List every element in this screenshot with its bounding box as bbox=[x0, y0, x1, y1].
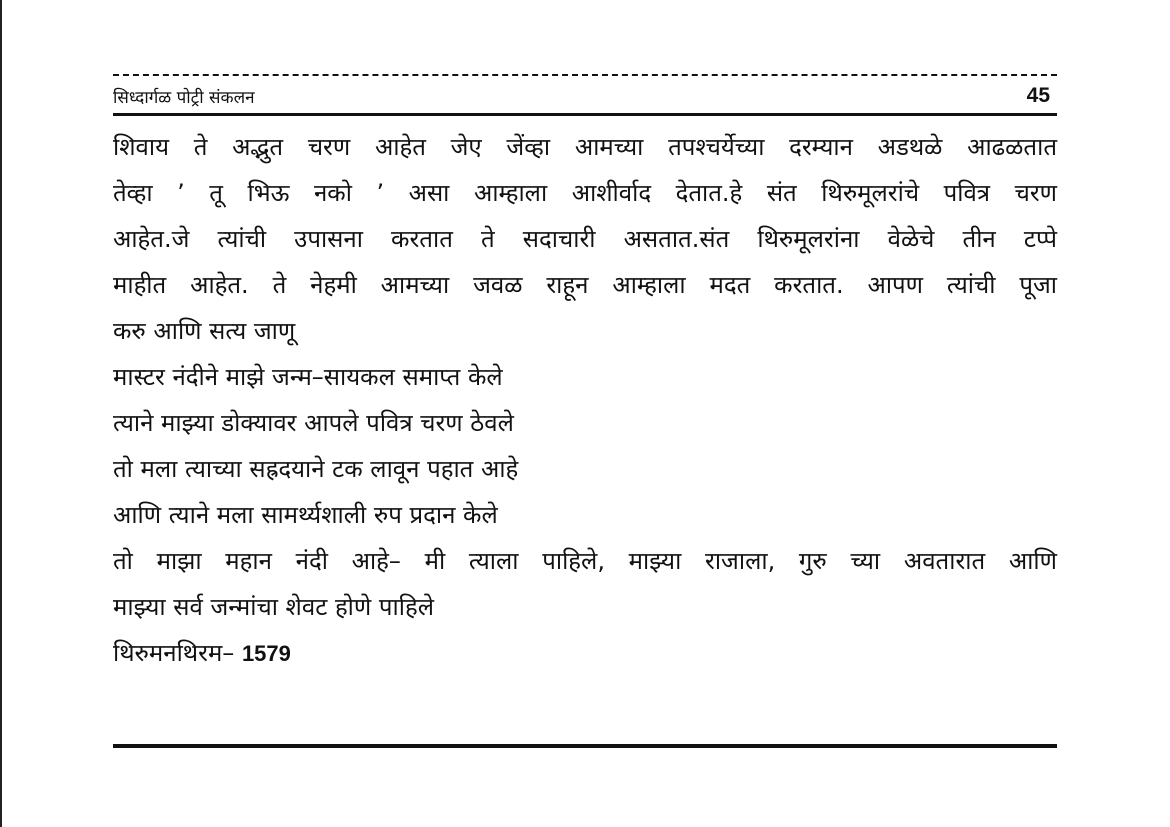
page-number: 45 bbox=[1026, 84, 1050, 107]
body-text bbox=[113, 124, 1073, 677]
citation-number: 1579 bbox=[241, 641, 291, 666]
text-line: तेव्हा ’ तू भिऊ नको ’ असा आम्हाला आशीर्वाद देतात.हे संत थिरुमूलरांचे पवित्र चरण bbox=[113, 179, 1057, 207]
header-dashed-divider bbox=[113, 74, 1057, 76]
text-line: आहेत.जे त्यांची उपासना करतात ते सदाचारी असतात.संत थिरुमूलरांना वेळेचे तीन टप्पे bbox=[113, 225, 1057, 253]
verse-line: त्याने माझ्या डोक्यावर आपले पवित्र चरण ठेवले bbox=[113, 409, 514, 437]
page-left-border bbox=[0, 0, 2, 827]
verse-line: तो माझा महान नंदी आहे– मी त्याला पाहिले, माझ्या राजाला, गुरु च्या अवतारात आणि bbox=[113, 547, 1057, 575]
text-line: माहीत आहेत. ते नेहमी आमच्या जवळ राहून आम्हाला मदत करतात. आपण त्यांची पूजा bbox=[113, 271, 1057, 299]
verse-line: आणि त्याने मला सामर्थ्यशाली रुप प्रदान केले bbox=[113, 501, 498, 529]
header-title: सिध्दार्गळ पोट्री संकलन bbox=[113, 88, 255, 108]
text-line: करु आणि सत्य जाणू bbox=[113, 317, 296, 345]
verse-line: मास्टर नंदीने माझे जन्म–सायकल समाप्त केले bbox=[113, 363, 503, 391]
citation-label: थिरुमनथिरम– bbox=[113, 639, 235, 667]
verse-line: माझ्या सर्व जन्मांचा शेवट होणे पाहिले bbox=[113, 593, 434, 621]
header-divider bbox=[113, 113, 1057, 116]
footer-divider bbox=[113, 744, 1057, 748]
text-line: शिवाय ते अद्भुत चरण आहेत जेए जेंव्हा आमच्या तपश्चर्येच्या दरम्यान अडथळे आढळतात bbox=[113, 133, 1057, 161]
citation bbox=[113, 630, 1073, 677]
verse-line: तो मला त्याच्या सह्रदयाने टक लावून पहात आहे bbox=[113, 455, 519, 483]
